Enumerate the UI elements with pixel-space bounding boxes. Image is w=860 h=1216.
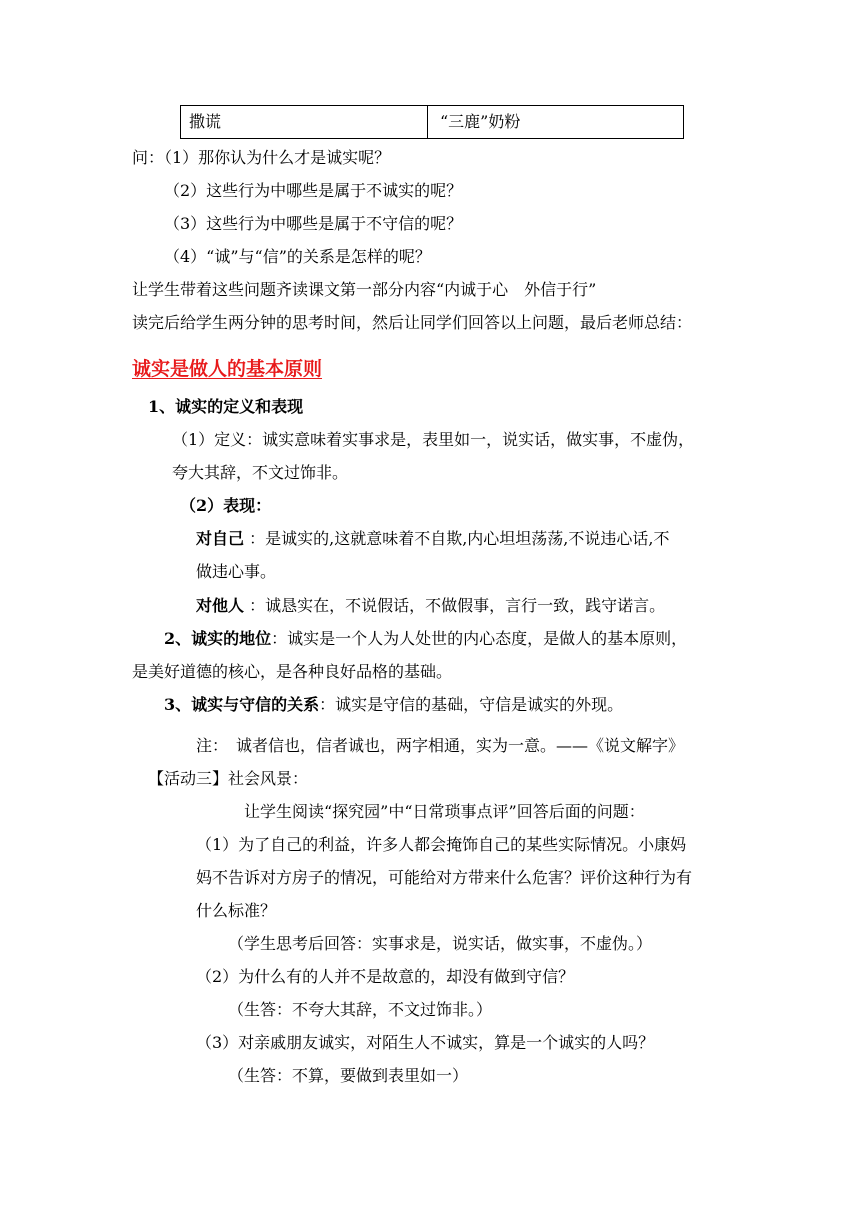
section-2-line bbox=[164, 629, 687, 649]
section-3-text: ：诚实是守信的基础，守信是诚实的外现。 bbox=[319, 695, 624, 714]
intro-line-2: 读完后给学生两分钟的思考时间，然后让同学们回答以上问题，最后老师总结： bbox=[132, 313, 693, 332]
section-1-title: 1、诚实的定义和表现 bbox=[148, 397, 304, 416]
table-cell-example: “三鹿”奶粉 bbox=[440, 112, 521, 131]
activity-question-1-line-1: （1）为了自己的利益，许多人都会掩饰自己的某些实际情况。小康妈 bbox=[196, 835, 687, 854]
performance-title bbox=[180, 496, 271, 516]
intro-line-1: 让学生带着这些问题齐读课文第一部分内容“内诚于心 外信于行” bbox=[132, 280, 597, 299]
activity-intro: 让学生阅读“探究园”中“日常琐事点评”回答后面的问题： bbox=[244, 802, 645, 821]
self-line bbox=[196, 529, 669, 549]
activity-question-1-line-3: 什么标准？ bbox=[196, 901, 277, 920]
section-3-label: 3、诚实与守信的关系 bbox=[164, 695, 320, 714]
self-label: 对自己 bbox=[196, 529, 245, 548]
activity-question-1-line-2: 妈不告诉对方房子的情况，可能给对方带来什么危害？评价这种行为有 bbox=[196, 868, 693, 887]
activity-question-2: （2）为什么有的人并不是故意的，却没有做到守信？ bbox=[196, 967, 575, 986]
other-label: 对他人 bbox=[196, 596, 245, 615]
question-4: （4）“诚”与“信”的关系是怎样的呢？ bbox=[164, 247, 431, 266]
self-text: ：是诚实的,这就意味着不自欺,内心坦坦荡荡,不说违心话,不 bbox=[249, 529, 670, 548]
section-2-label: 2、诚实的地位 bbox=[164, 629, 272, 648]
definition-line-2: 夸大其辞，不文过饰非。 bbox=[172, 463, 349, 482]
section-2-line-2: 是美好道德的核心，是各种良好品格的基础。 bbox=[132, 662, 453, 681]
behavior-table-row bbox=[180, 105, 684, 139]
section-3-line bbox=[164, 695, 623, 715]
activity-title: 【活动三】社会风景： bbox=[148, 769, 309, 788]
definition-line-1: （1）定义：诚实意味着实事求是，表里如一，说实话，做实事，不虚伪， bbox=[172, 430, 695, 449]
section-heading: 诚实是做人的基本原则 bbox=[132, 358, 323, 380]
performance-title-text: （2）表现： bbox=[180, 496, 272, 515]
other-text: ：诚恳实在，不说假话，不做假事，言行一致，践守诺言。 bbox=[249, 596, 666, 615]
activity-answer-1: （学生思考后回答：实事求是，说实话，做实事，不虚伪。） bbox=[228, 934, 653, 953]
activity-answer-3: （生答：不算，要做到表里如一） bbox=[228, 1066, 469, 1085]
question-2: （2）这些行为中哪些是属于不诚实的呢？ bbox=[164, 181, 463, 200]
section-2-text: ：诚实是一个人为人处世的内心态度，是做人的基本原则， bbox=[271, 629, 688, 648]
table-cell-behavior: 撒谎 bbox=[181, 106, 428, 138]
note-line: 注： 诚者信也，信者诚也，两字相通，实为一意。——《说文解字》 bbox=[196, 736, 685, 755]
question-1: 问：（1）那你认为什么才是诚实呢？ bbox=[132, 148, 391, 167]
activity-answer-2: （生答：不夸大其辞，不文过饰非。） bbox=[228, 1000, 493, 1019]
other-line bbox=[196, 596, 665, 616]
activity-question-3: （3）对亲戚朋友诚实，对陌生人不诚实，算是一个诚实的人吗？ bbox=[196, 1033, 655, 1052]
question-3: （3）这些行为中哪些是属于不守信的呢？ bbox=[164, 214, 463, 233]
self-line-2: 做违心事。 bbox=[196, 562, 277, 581]
